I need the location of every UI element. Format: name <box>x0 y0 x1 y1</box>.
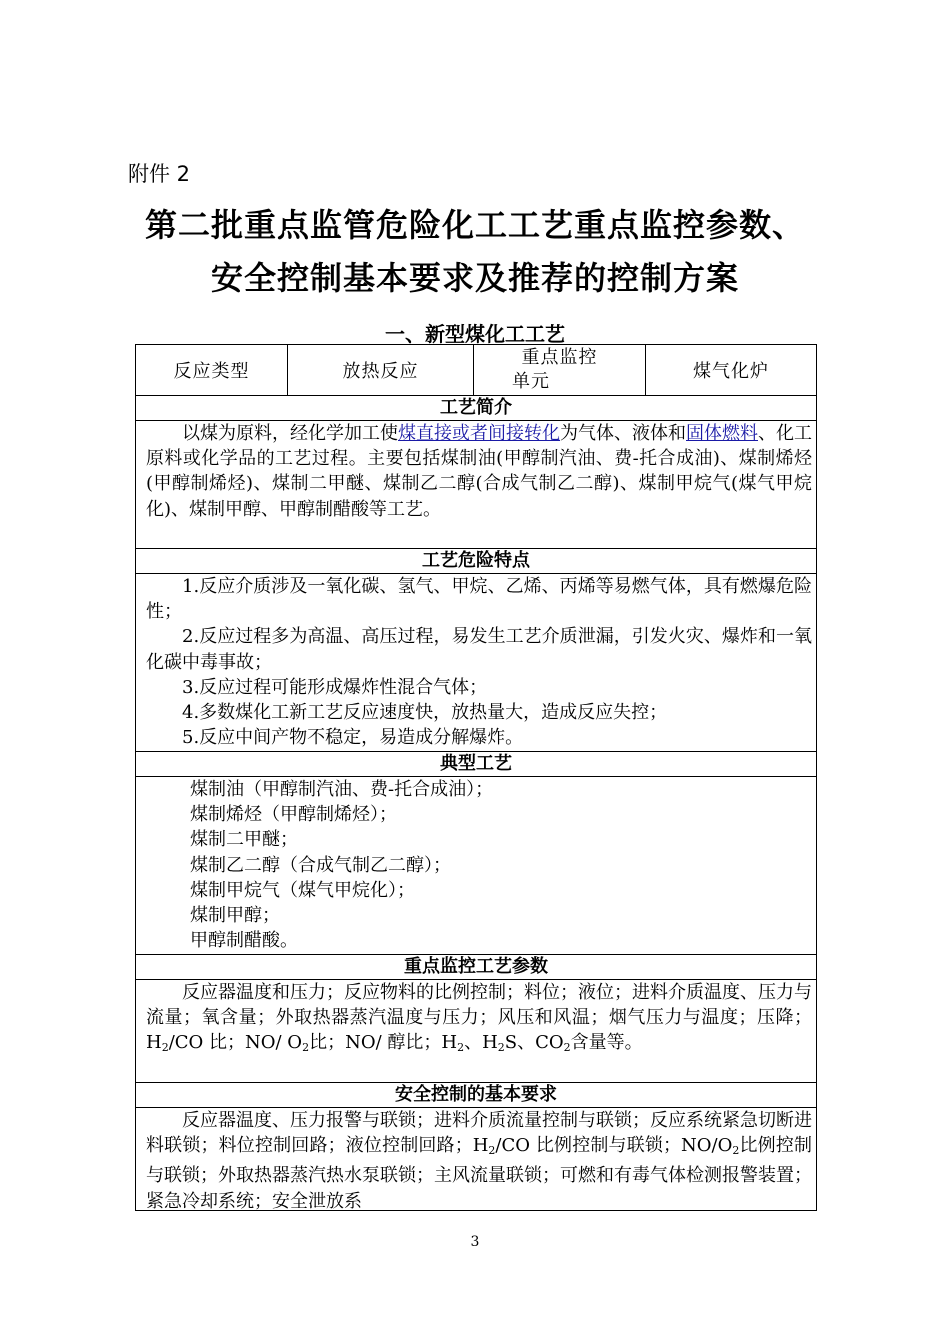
monitor-unit-label-line2: 单元 <box>512 371 550 392</box>
params-sub: 2 <box>457 1041 465 1055</box>
document-title-line2: 安全控制基本要求及推荐的控制方案 <box>210 259 739 297</box>
params-part4: 、H <box>464 1032 498 1054</box>
hazard-header: 工艺危险特点 <box>136 549 817 574</box>
safety-sub: 2 <box>488 1144 496 1158</box>
safety-part3: 比例控制与联锁；外取热器蒸汽热水泵联锁；主风流量联锁；可燃和有毒气体检测报警装置；紧急冷却系统；安全泄放系 <box>146 1135 812 1210</box>
intro-link-direct-indirect[interactable]: 煤直接或者间接转化 <box>398 423 560 444</box>
monitor-unit-label-line1: 重点监控 <box>521 347 598 368</box>
intro-part2: 为气体、液体和 <box>560 423 686 444</box>
safety-text <box>136 1108 816 1210</box>
monitor-unit-value: 煤气化炉 <box>646 345 817 396</box>
reaction-type-value: 放热反应 <box>288 345 474 396</box>
params-part3: 比；NO/ 醇比；H <box>309 1032 458 1054</box>
intro-part3: 、化工原料或化学品的工艺过程。主要包括煤制油(甲醇制汽油、费-托合成油)、煤制烯烃(甲醇制烯烃)、煤制二甲醚、煤制乙二醇(合成气制乙二醇)、煤制甲烷气(煤气甲烷化)、煤制甲醇、甲醇制醋酸等工艺。 <box>146 423 812 520</box>
page-number: 3 <box>470 1234 480 1250</box>
intro-cell <box>136 421 817 549</box>
safety-part2: /CO 比例控制与联锁；NO/O <box>495 1135 733 1157</box>
hazard-cell <box>136 574 817 752</box>
reaction-type-label: 反应类型 <box>136 345 288 396</box>
document-title-line1: 第二批重点监管危险化工工艺重点监控参数、 <box>144 206 805 244</box>
monitor-unit-label <box>474 345 646 396</box>
params-cell <box>136 980 817 1083</box>
typical-item: 煤制二甲醚； <box>190 829 298 851</box>
section-title: 一、新型煤化工工艺 <box>385 322 565 346</box>
hazard-item: 4.多数煤化工新工艺反应速度快，放热量大，造成反应失控； <box>182 702 668 724</box>
attachment-label: 附件 2 <box>128 162 191 186</box>
typical-item: 煤制油（甲醇制汽油、费-托合成油）； <box>190 779 494 800</box>
safety-sub: 2 <box>732 1144 740 1158</box>
reaction-row <box>136 345 817 396</box>
params-part2: /CO 比；NO/ O <box>168 1032 303 1054</box>
typical-item: 甲醇制醋酸。 <box>190 930 298 952</box>
hazard-list <box>136 574 816 751</box>
hazard-item: 1.反应介质涉及一氧化碳、氢气、甲烷、乙烯、丙烯等易燃气体，具有燃爆危险性； <box>146 576 812 623</box>
safety-part1: 反应器温度、压力报警与联锁；进料介质流量控制与联锁；反应系统紧急切断进料联锁；料位控制回路；液位控制回路；H <box>146 1110 812 1157</box>
params-sub: 2 <box>563 1041 571 1055</box>
typical-item: 煤制烯烃（甲醇制烯烃）； <box>190 804 397 826</box>
params-part5: S、CO <box>504 1032 564 1054</box>
params-header: 重点监控工艺参数 <box>136 955 817 980</box>
intro-part1: 以煤为原料，经化学加工使 <box>182 423 398 444</box>
params-part1: 反应器温度和压力；反应物料的比例控制；料位；液位；进料介质温度、压力与流量；氧含量；外取热器蒸汽温度与压力；风压和风温；烟气压力与温度；压降；H <box>146 982 812 1054</box>
params-sub: 2 <box>161 1041 169 1055</box>
params-text <box>136 980 816 1082</box>
typical-header: 典型工艺 <box>136 752 817 777</box>
intro-text <box>136 421 816 548</box>
safety-cell <box>136 1108 817 1211</box>
process-table <box>135 344 817 1211</box>
hazard-item: 3.反应过程可能形成爆炸性混合气体； <box>182 676 488 698</box>
typical-item: 煤制甲醇； <box>190 905 280 927</box>
params-sub: 2 <box>497 1041 505 1055</box>
intro-link-solid-fuel[interactable]: 固体燃料 <box>686 423 758 444</box>
typical-item: 煤制乙二醇（合成气制乙二醇）； <box>190 854 451 876</box>
params-sub: 2 <box>302 1041 310 1055</box>
hazard-item: 2.反应过程多为高温、高压过程，易发生工艺介质泄漏，引发火灾、爆炸和一氧化碳中毒事故； <box>146 626 812 673</box>
safety-header: 安全控制的基本要求 <box>136 1083 817 1108</box>
params-part6: 含量等。 <box>570 1032 643 1054</box>
hazard-item: 5.反应中间产物不稳定，易造成分解爆炸。 <box>182 727 524 749</box>
typical-cell <box>136 777 817 955</box>
intro-header: 工艺简介 <box>136 396 817 421</box>
typical-list <box>136 777 816 954</box>
typical-item: 煤制甲烷气（煤气甲烷化）； <box>190 879 415 901</box>
